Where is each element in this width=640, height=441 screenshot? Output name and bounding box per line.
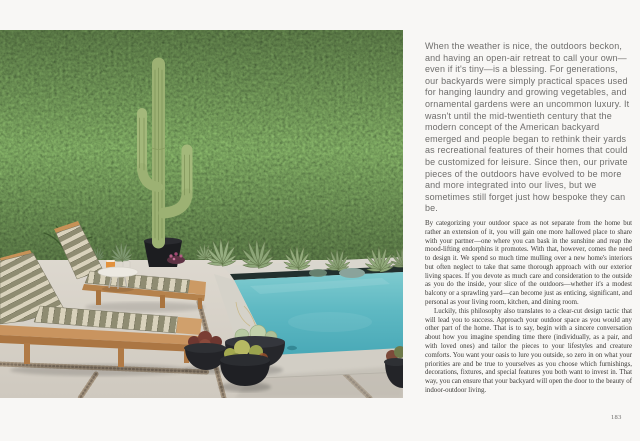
page-number: 183 [611,414,622,421]
table-top [98,267,138,277]
body-paragraph-1: By categorizing your outdoor space as not separate from the home but rather an extension of it, you will gain one more hallowed place to share with your partner—one where you can bask in the sunshine and reap the mood-lifting endorphins it promotes. With that, however, comes the need to design it. We spend so much time mulling over a new home's interiors but often neglect to take that same thorough approach with our exterior living spaces. If you devote as much care and consideration to the outside as you do the inside, your slice of the outdoors—whether it's a modest balcony or a sprawling yard—can become just as enticing, significant, and personal as your living room, kitchen, and dining room. [425,219,632,307]
silver-succulent [339,268,365,278]
article-text-column [425,41,632,396]
pool-light [287,346,297,350]
backyard-photo [0,30,403,398]
intro-paragraph: When the weather is nice, the outdoors beckon, and having an open-air retreat to call your own—even if it's tiny—is a blessing. For generations, our backyards were simply practical spaces used for hanging laundry and growing vegetables, and ornamental gardens were an uncommon luxury. It wasn't until the mid-twentieth century that the modern concept of the American backyard emerged and people began to rethink their yards as recreational features of their homes that could be customized for leisure. Since then, our private pieces of the outdoors have evolved to be more and more integrated into our lives, but we sometimes still forget just how bespoke they can be. [425,41,630,214]
body-paragraph-2: Luckily, this philosophy also translates to a clear-cut design tactic that will lead you to success. Approach your outdoor space as you would any other part of the home. That is to say, begin with a sincere conversation about how you imagine spending time there (individually, as a pair, and with loved ones) and tailor the pieces to your lifestyles and creature comforts. You want your oasis to lure you outside, so zero in on what your priorities are and be true to yourselves as you choose which furnishings, decorations, fixtures, and special features you both want to invest in. That way, you can ensure that your backyard will open the door to the beauty of indoor-outdoor living. [425,307,632,395]
